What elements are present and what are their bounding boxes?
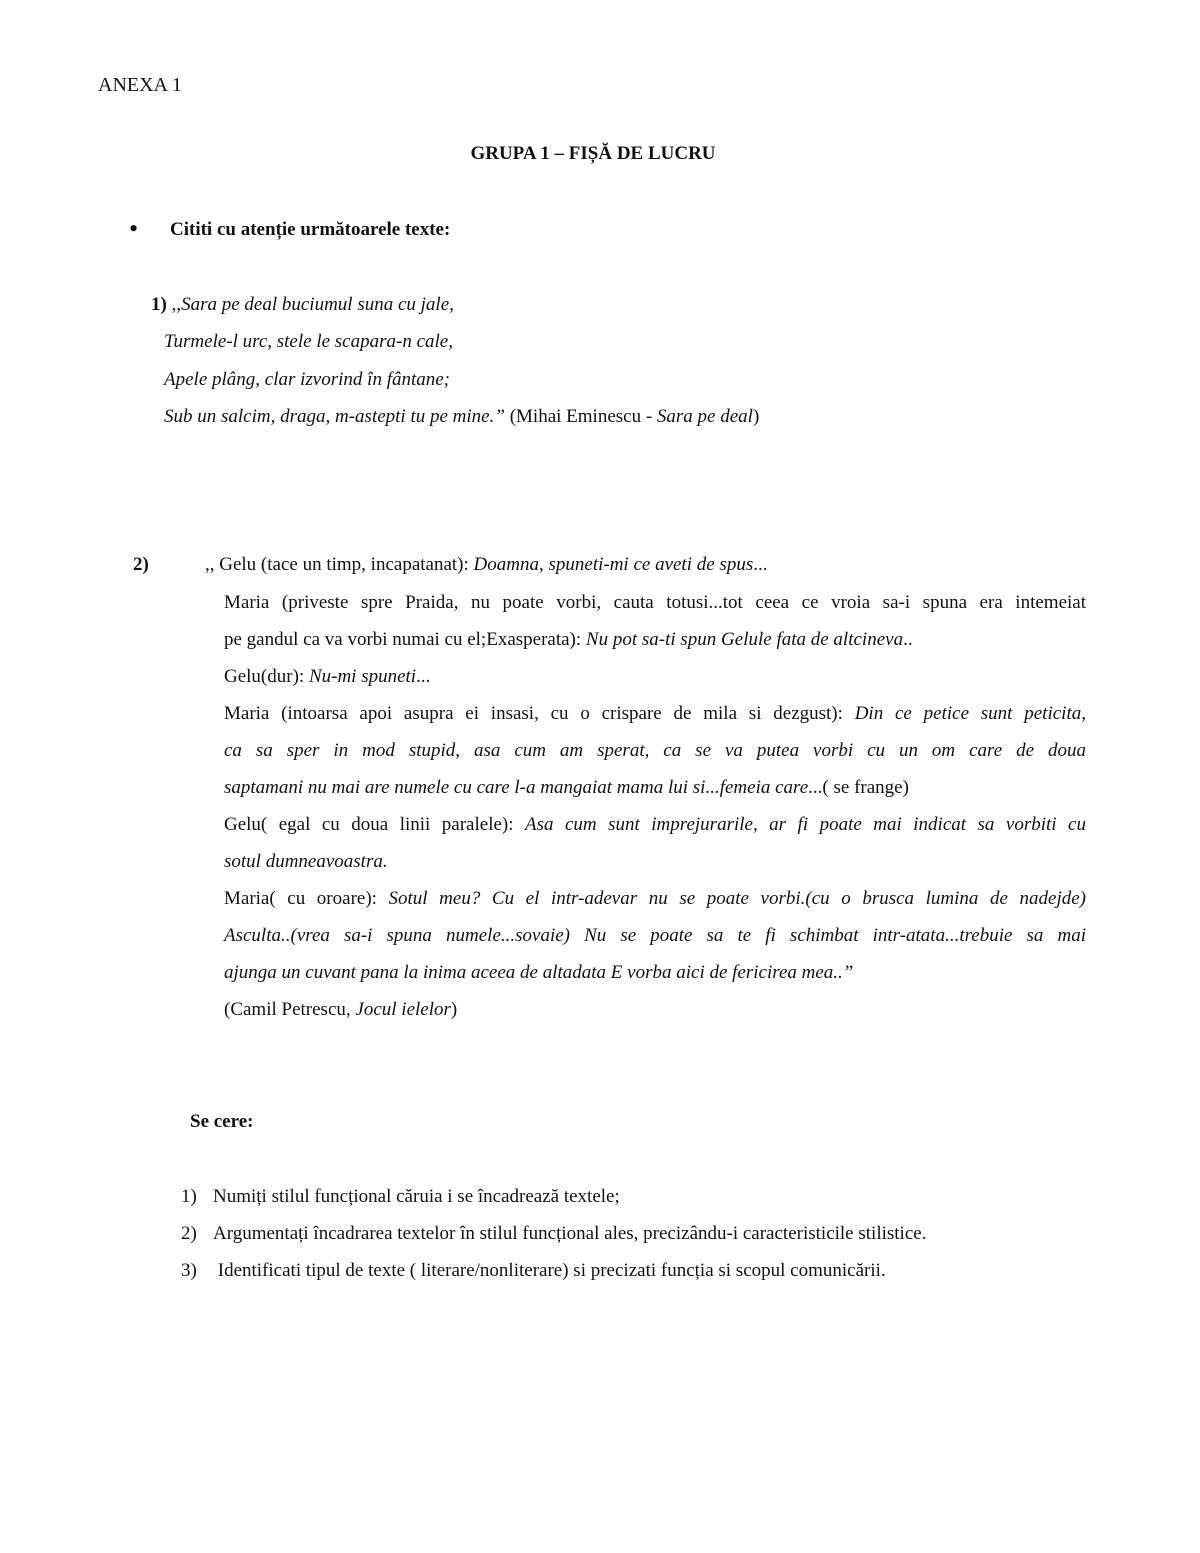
dialogue-source-close: ) bbox=[450, 999, 458, 1020]
maria-3-speech: Sotul meu? Cu el intr-adevar nu se poate vorbi.(cu o brusca lumina de nadejde) bbox=[388, 888, 1086, 909]
maria-3-line-3: ajunga un cuvant pana la inima aceea de altadata E vorba aici de fericirea mea..” bbox=[224, 962, 854, 983]
maria-2-speech-end: saptamani nu mai are numele cu care l-a mangaiat mama lui si...femeia care bbox=[224, 777, 809, 798]
maria-3-line-2: Asculta..(vrea sa-i spuna numele...sovaie) Nu se poate sa te fi schimbat intr-atata...trebuie sa mai bbox=[224, 925, 1086, 946]
bullet-icon: • bbox=[129, 214, 139, 243]
maria-1-stage: pe gandul ca va vorbi numai cu el;Exasperata): bbox=[224, 629, 586, 650]
gelu-3-line-1 bbox=[224, 806, 1086, 843]
maria-1-speech: Nu pot sa-ti spun Gelule fata de altcineva bbox=[585, 629, 904, 650]
gelu-2-speech: Nu-mi spuneti bbox=[308, 666, 417, 687]
maria-3-stage: Maria( cu oroare): bbox=[224, 888, 389, 909]
annex-label: ANEXA 1 bbox=[98, 74, 182, 96]
requirement-item bbox=[181, 1260, 886, 1282]
poem-line-1 bbox=[151, 294, 454, 316]
poem-number: 1) bbox=[151, 294, 167, 315]
poem-line-2: Turmele-l urc, stele le scapara-n cale, bbox=[164, 331, 453, 352]
dialogue-body bbox=[224, 584, 1086, 1028]
requirements-heading: Se cere: bbox=[190, 1111, 254, 1132]
dialogue-line-gelu-1 bbox=[205, 554, 767, 576]
requirement-number: 2) bbox=[181, 1223, 197, 1244]
requirement-item bbox=[181, 1186, 620, 1208]
gelu-1-suffix: ... bbox=[753, 554, 768, 575]
gelu-2-stage: Gelu(dur): bbox=[224, 666, 309, 687]
poem-open-quote: ,, bbox=[171, 294, 182, 315]
maria-3-line-1 bbox=[224, 880, 1086, 917]
gelu-3-speech: Asa cum sunt imprejurarile, ar fi poate mai indicat sa vorbiti cu bbox=[525, 814, 1086, 835]
requirement-text: Identificati tipul de texte ( literare/nonliterare) si precizati funcția si scopul comunicării. bbox=[213, 1260, 886, 1281]
poem-verse-4: Sub un salcim, draga, m-astepti tu pe mine.” bbox=[164, 406, 505, 427]
gelu-3-stage: Gelu( egal cu doua linii paralele): bbox=[224, 814, 525, 835]
maria-1-line-2 bbox=[224, 621, 1086, 658]
maria-2-stage-end: ...( se frange) bbox=[808, 777, 909, 798]
gelu-2-line bbox=[224, 658, 1086, 695]
poem-source-open: (Mihai Eminescu - bbox=[504, 406, 657, 427]
maria-2-line-1 bbox=[224, 695, 1086, 732]
maria-1-line-1: Maria (priveste spre Praida, nu poate vorbi, cauta totusi...tot ceea ce vroia sa-i spuna era intemeiat bbox=[224, 592, 1086, 613]
gelu-3-line-2: sotul dumneavoastra. bbox=[224, 851, 388, 872]
requirement-text: Numiți stilul funcțional căruia i se încadrează textele; bbox=[213, 1186, 620, 1207]
maria-1-end: .. bbox=[903, 629, 913, 650]
maria-2-line-3 bbox=[224, 769, 1086, 806]
requirement-number: 1) bbox=[181, 1186, 197, 1207]
maria-2-line-2: ca sa sper in mod stupid, asa cum am sperat, ca se va putea vorbi cu un om care de doua bbox=[224, 740, 1086, 761]
gelu-1-prefix: ,, Gelu (tace un timp, incapatanat): bbox=[205, 554, 474, 575]
requirement-number: 3) bbox=[181, 1260, 197, 1281]
page-title: GRUPA 1 – FIȘĂ DE LUCRU bbox=[470, 143, 716, 164]
poem-line-3: Apele plâng, clar izvorind în fântane; bbox=[164, 369, 451, 390]
requirement-item bbox=[181, 1223, 926, 1245]
gelu-2-end: ... bbox=[416, 666, 431, 687]
gelu-1-speech: Doamna, spuneti-mi ce aveti de spus bbox=[473, 554, 754, 575]
poem-verse-1: Sara pe deal buciumul suna cu jale, bbox=[181, 294, 454, 315]
poem-source-title: Sara pe deal bbox=[656, 406, 753, 427]
poem-line-4 bbox=[164, 406, 759, 428]
dialogue-source-open: (Camil Petrescu, bbox=[224, 999, 356, 1020]
dialogue-number: 2) bbox=[133, 554, 149, 575]
requirement-text: Argumentați încadrarea textelor în stilul funcțional ales, precizându-i caracteristicile stilistice. bbox=[213, 1223, 927, 1244]
dialogue-source-title: Jocul ielelor bbox=[355, 999, 451, 1020]
dialogue-source bbox=[224, 991, 1086, 1028]
maria-2-stage: Maria (intoarsa apoi asupra ei insasi, cu o crispare de mila si dezgust): bbox=[224, 703, 855, 724]
poem-source-close: ) bbox=[752, 406, 760, 427]
maria-2-speech: Din ce petice sunt peticita, bbox=[854, 703, 1086, 724]
instruction-text: Cititi cu atenție următoarele texte: bbox=[170, 219, 451, 240]
